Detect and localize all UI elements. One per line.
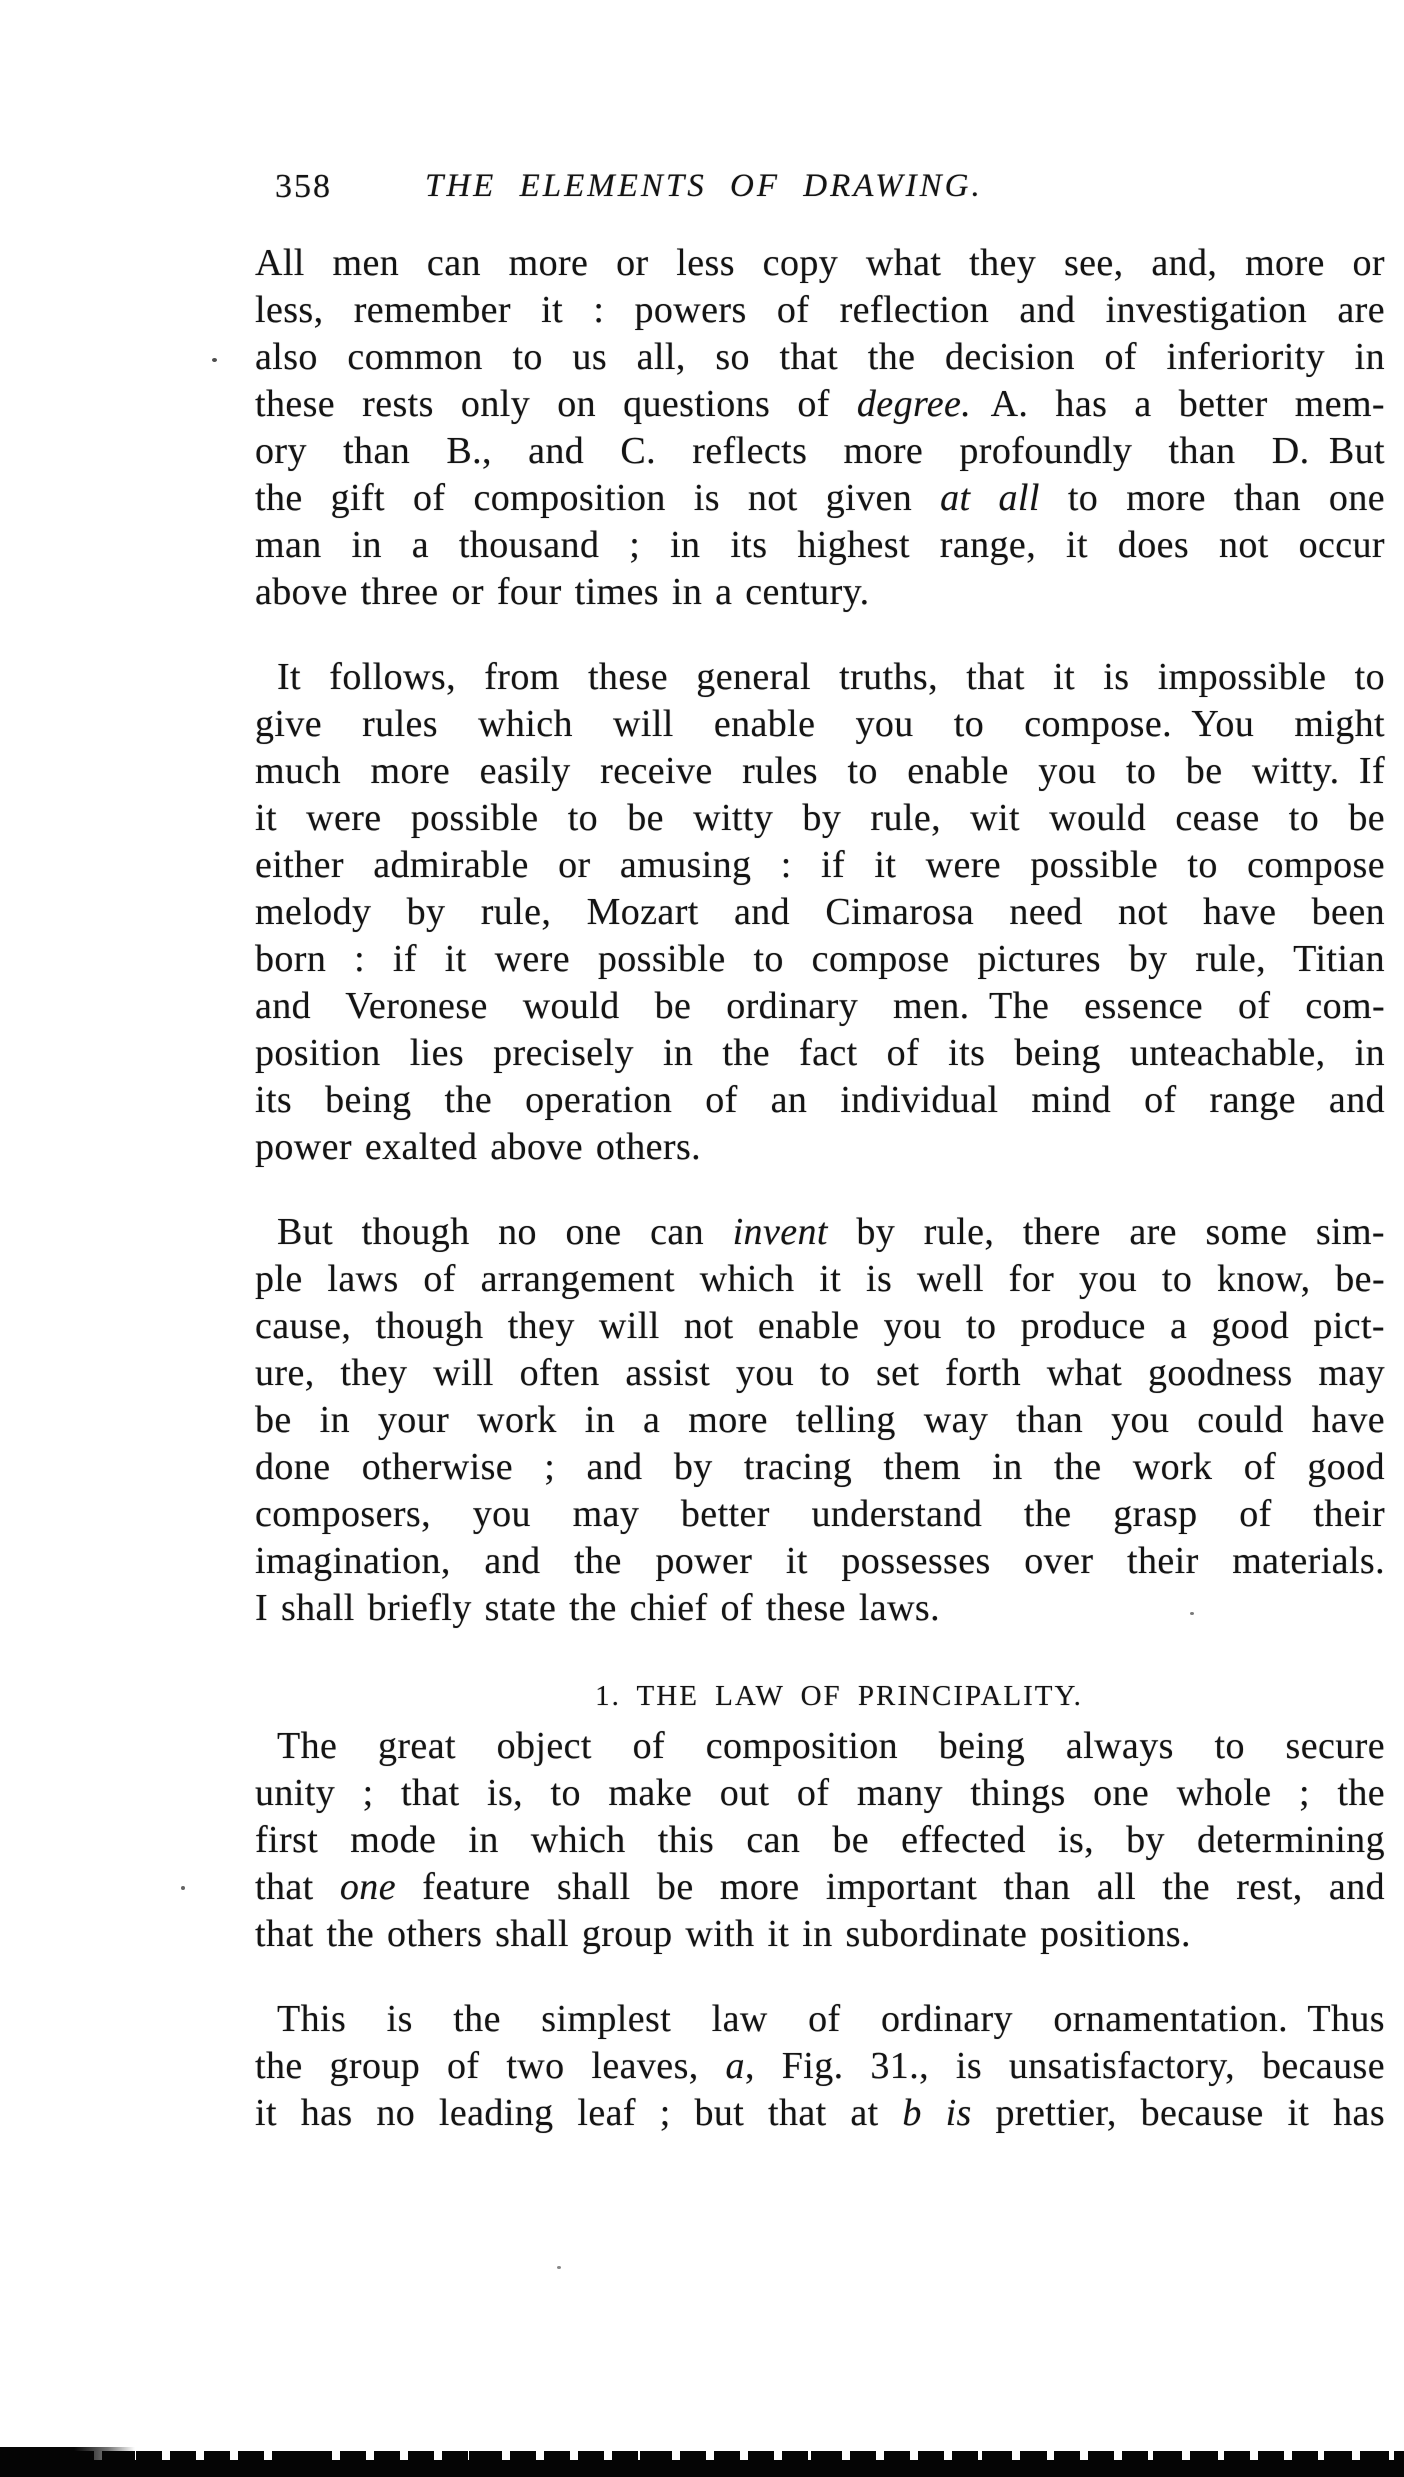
text-line: that the others shall group with it in subordinate positions. [255,1913,1191,1955]
running-head [255,168,1385,214]
page-body [255,240,1385,2175]
text-line: its being the operation of an individual mind of range and [255,1079,1385,1121]
scan-speck [212,358,217,362]
text-line: All men can more or less copy what they see, and, more or [255,242,1385,284]
scan-speck [181,1886,185,1890]
text-line: man in a thousand ; in its highest range, it does not occur [255,524,1385,566]
text-line: ory than B., and C. reflects more profoundly than D. But [255,430,1385,472]
text-line: This is the simplest law of ordinary ornamentation. Thus [277,1998,1385,2040]
text-line: either admirable or amusing : if it were possible to compose [255,844,1385,886]
scan-speck [1190,1612,1194,1615]
text-line: composers, you may better understand the grasp of their [255,1493,1385,1535]
text-line: melody by rule, Mozart and Cimarosa need not have been [255,891,1385,933]
text-line: the group of two leaves, a, Fig. 31., is unsatisfactory, because [255,2045,1385,2087]
text-line: be in your work in a more telling way than you could have [255,1399,1385,1441]
text-line: that one feature shall be more important than all the rest, and [255,1866,1385,1908]
scan-speck [557,2266,561,2269]
scan-edge-artifact [0,2460,1404,2477]
text-line: less, remember it : powers of reflection and investigation are [255,289,1385,331]
text-line: imagination, and the power it possesses over their materials. [255,1540,1385,1582]
text-line: The great object of composition being always to secure [277,1725,1385,1767]
text-line: ure, they will often assist you to set forth what goodness may [255,1352,1385,1394]
text-line: It follows, from these general truths, that it is impossible to [277,656,1385,698]
section-heading: 1. THE LAW OF PRINCIPALITY. [595,1680,1083,1712]
text-line: born : if it were possible to compose pictures by rule, Titian [255,938,1385,980]
text-line: power exalted above others. [255,1126,702,1168]
text-line: it has no leading leaf ; but that at b is prettier, because it has [255,2092,1386,2134]
text-line: also common to us all, so that the decision of inferiority in [255,336,1385,378]
text-line: unity ; that is, to make out of many things one whole ; the [255,1772,1385,1814]
text-line: first mode in which this can be effected is, by determining [255,1819,1385,1861]
text-line: and Veronese would be ordinary men. The essence of com- [255,985,1385,1027]
text-line: the gift of composition is not given at all to more than one [255,477,1385,519]
text-line: it were possible to be witty by rule, wit would cease to be [255,797,1385,839]
text-line: ple laws of arrangement which it is well for you to know, be- [255,1258,1385,1300]
running-title: THE ELEMENTS OF DRAWING. [425,168,983,204]
text-line: position lies precisely in the fact of its being unteachable, in [255,1032,1385,1074]
text-line: done otherwise ; and by tracing them in the work of good [255,1446,1385,1488]
text-line: these rests only on questions of degree. A. has a better mem- [255,383,1385,425]
text-line: I shall briefly state the chief of these laws. [255,1587,941,1629]
text-line: cause, though they will not enable you to produce a good pict- [255,1305,1385,1347]
page-number: 358 [275,168,332,205]
text-line: much more easily receive rules to enable you to be witty. If [255,750,1385,792]
text-line: give rules which will enable you to compose. You might [255,703,1385,745]
text-line: But though no one can invent by rule, there are some sim- [277,1211,1385,1253]
text-line: above three or four times in a century. [255,571,870,613]
